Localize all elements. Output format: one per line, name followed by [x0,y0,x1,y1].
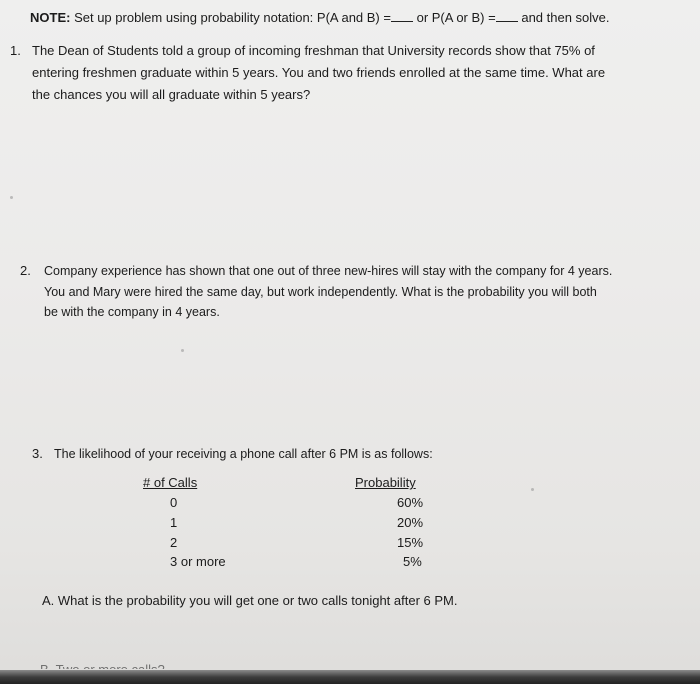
problem-1-line-1: The Dean of Students told a group of incoming freshman that University records show that 75% of [32,43,595,58]
table-header-calls: # of Calls [143,475,198,490]
note-text-c: and then solve. [521,10,610,25]
table-row-calls: 3 or more [170,554,226,569]
note-text-b: or P(A or B) = [416,10,496,25]
table-header-probability: Probability [355,475,416,490]
table-row-prob: 60% [397,495,424,510]
problem-3-part-a: A. What is the probability you will get one or two calls tonight after 6 PM. [42,593,458,608]
photo-bottom-edge [0,670,700,684]
table-row-prob: 15% [397,535,424,550]
problem-1-number: 1. [10,43,21,58]
table-row-calls: 1 [170,515,178,530]
problem-1-line-3: the chances you will all graduate within 5 years? [32,87,311,102]
problem-1-line-2: entering freshmen graduate within 5 years. You and two friends enrolled at the same time. What are [32,65,606,80]
blank-and [391,9,413,22]
note-label: NOTE: [30,10,71,25]
problem-2-line-3: be with the company in 4 years. [44,305,220,319]
paper-speck [181,349,184,352]
note-line [30,8,610,28]
problem-3-intro: The likelihood of your receiving a phone call after 6 PM is as follows: [54,447,433,461]
problem-2-line-1: Company experience has shown that one out of three new-hires will stay with the company for 4 years. [44,264,613,278]
paper-speck [10,196,13,199]
table-row-calls: 2 [170,535,178,550]
problem-3-number: 3. [32,446,43,461]
problem-2-line-2: You and Mary were hired the same day, but work independently. What is the probability you will both [44,285,597,299]
note-text-a: Set up problem using probability notation: P(A and B) = [74,10,391,25]
table-row-prob: 5% [403,554,422,569]
table-row-prob: 20% [397,515,424,530]
blank-or [496,9,518,22]
problem-2-number: 2. [20,263,31,278]
paper-speck [531,488,534,491]
table-row-calls: 0 [170,495,178,510]
